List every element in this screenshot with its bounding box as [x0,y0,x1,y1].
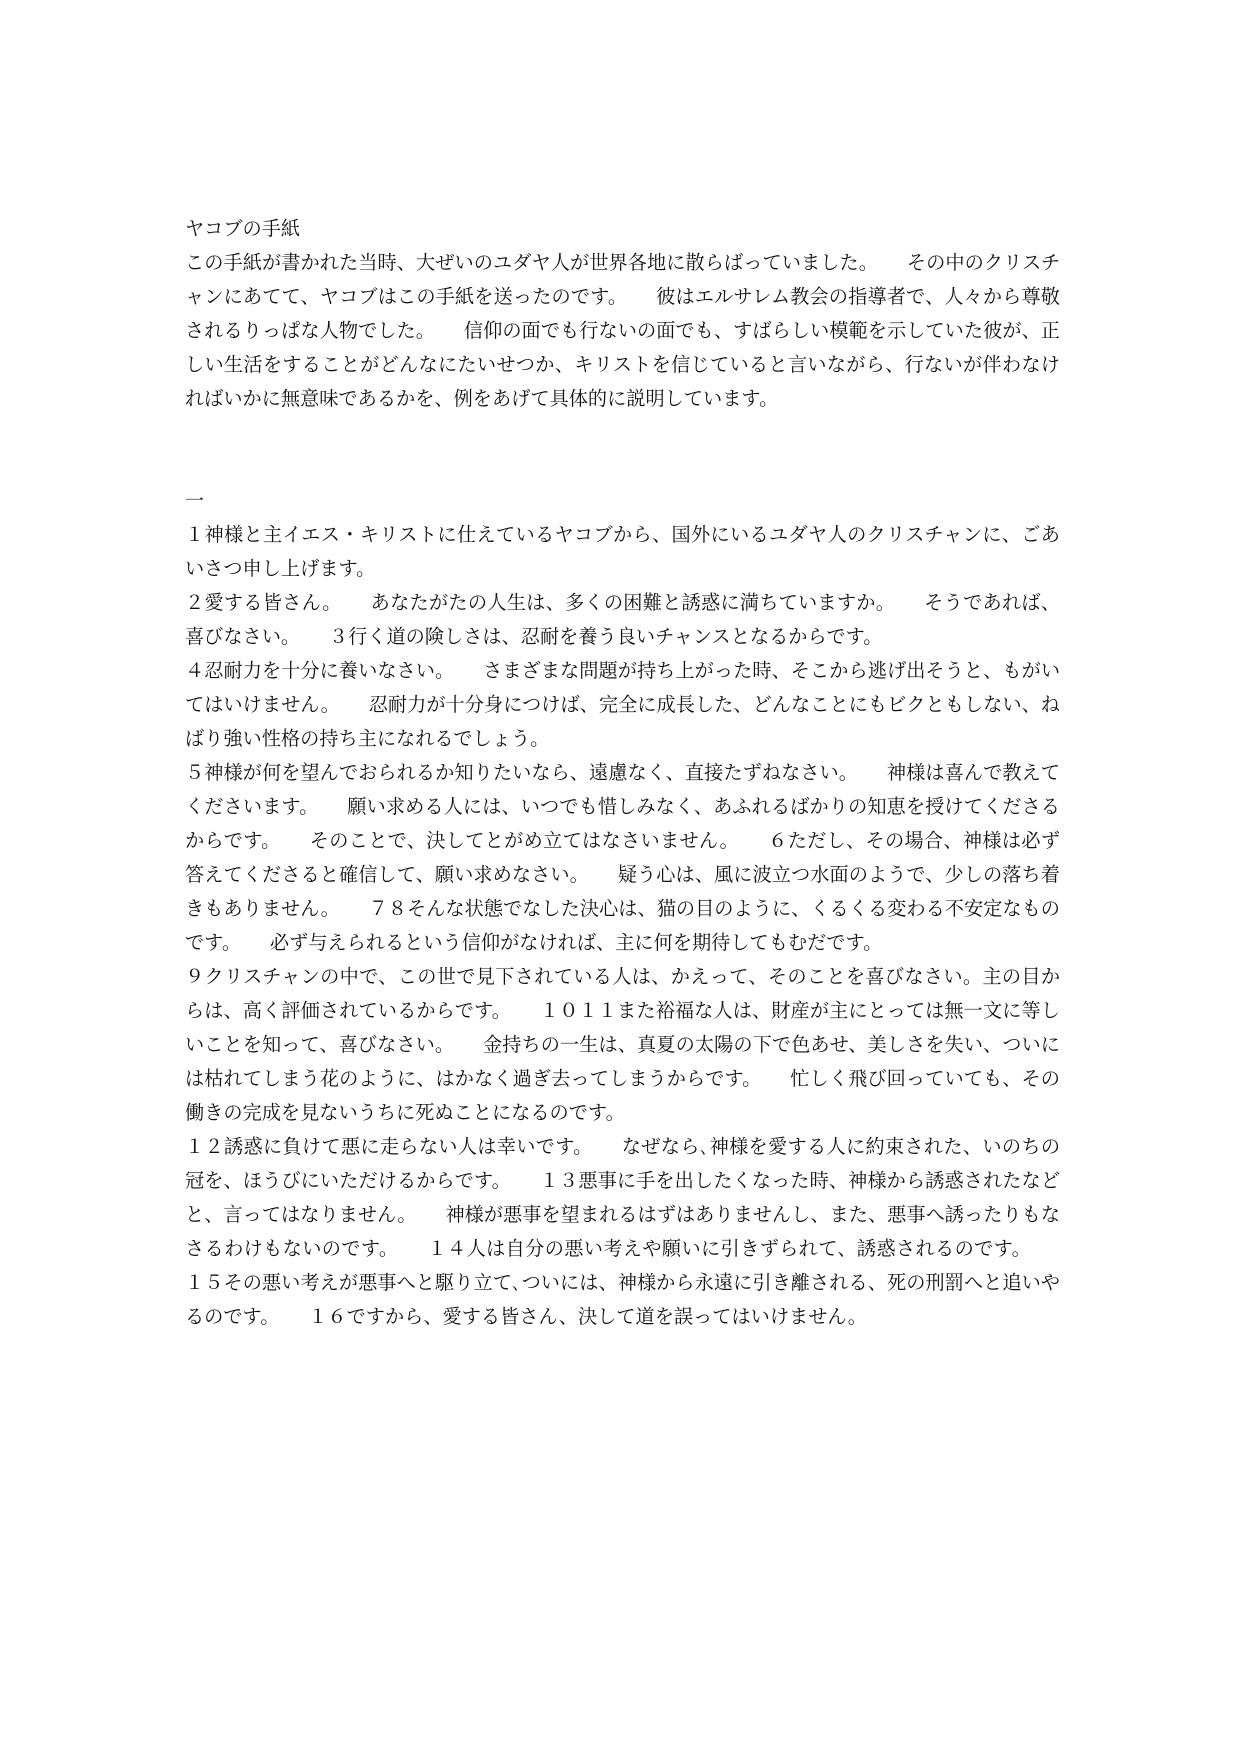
verse-text: 神様が悪事を望まれるはずはありませんし、また、悪事へ誘ったりもなさるわけもないのです。 [185,1203,1061,1260]
verse-text: １神様と主イエス・キリストに仕えているヤコブから、国外にいるユダヤ人のクリスチャンに、ごあいさつ申し上げます。 [185,523,1060,580]
intro-paragraph [185,246,1060,416]
verse-text: なぜなら､神様を愛する人に約束された、いのちの冠を、ほうびにいただけるからです。 [185,1135,1061,1192]
verse-text: ３行く道の険しさは、忍耐を養う良いチャンスとなるからです。 [328,625,883,648]
chapter-number: 一 [185,489,205,512]
verse-text: １４人は自分の悪い考えや願いに引きずられて、誘惑されるのです。 [427,1237,1032,1260]
verse-paragraph [185,654,1060,756]
verse-text: 主の目からは、高く評価されているからです。 [185,965,1061,1022]
verse-paragraph [185,756,1060,960]
verse-text: 神様は喜んで教えてくださいます。 [185,761,1060,818]
verse-text: ６ただし、その場合、神様は必ず答えてくださると確信して、願い求めなさい。 [185,829,1060,886]
verse-text: 疑う心は、風に波立つ水面のようで、少しの落ち着きもありません。 [185,863,1060,920]
verse-text: 金持ちの一生は、真夏の太陽の下で色あせ、美しさを失い、ついには枯れてしまう花のように、はかなく過ぎ去ってしまうからです。 [185,1033,1060,1090]
intro-sentence: 信仰の面でも行ないの面でも、すばらしい模範を示していた彼が、正しい生活をすることがどんなにたいせつか、キリストを信じていると言いながら、行ないが伴わなければいかに無意味であるかを、例をあげて具体的に説明しています。 [185,319,1060,410]
verse-paragraph [185,518,1060,586]
verse-text: あなたがたの人生は、多くの困難と誘惑に満ちていますか。 [370,591,896,614]
verse-text: 必ず与えられるという信仰がなければ、主に何を期待してもむだです。 [269,931,883,954]
document-title: ヤコブの手紙 [185,217,301,240]
verse-paragraph [185,586,1060,654]
verse-text: そのことで、決してとがめ立てはなさいません。 [309,829,740,852]
verse-text: 忙しく飛び回っていても、その働きの完成を見ないうちに死ぬことになるのです。 [185,1067,1060,1124]
verse-text: １５その悪い考えが悪事へと駆り立て､ついには、神様から永遠に引き離される、死の刑罰へと追いやるのです。 [185,1271,1060,1328]
intro-sentence: その中のクリスチャンにあてて、ヤコブはこの手紙を送ったのです。 [185,251,1061,308]
verse-text: さまざまな問題が持ち上がった時、そこから逃げ出そうと、もがいてはいけません。 [185,659,1061,716]
verse-text: ４忍耐力を十分に養いなさい。 [185,659,455,682]
verse-text: そうであれば、喜びなさい。 [185,591,1061,648]
verse-text: １２誘惑に負けて悪に走らない人は幸いです。 [185,1135,593,1158]
verse-text: １０１１また裕福な人は、財産が主にとっては無一文に等しいことを知って、喜びなさい。 [185,999,1060,1056]
verse-paragraph [185,960,1060,1130]
verse-paragraph [185,1130,1060,1334]
verse-text: ５神様が何を望んでおられるか知りたいなら、遠慮なく、直接たずねなさい。 [185,761,859,784]
verse-text: ９クリスチャンの中で、この世で見下されている人は、かえって、そのことを喜びなさい。 [185,965,983,988]
verse-text: 願い求める人には、いつでも惜しみなく、あふれるばかりの知恵を授けてくださるからです。 [185,795,1060,852]
verse-text: ７８そんな状態でなした決心は、猫の目のように、くるくる変わる不安定なものです。 [185,897,1060,954]
intro-sentence: この手紙が書かれた当時、大ぜいのユダヤ人が世界各地に散らばっていました。 [185,251,878,274]
verse-text: １６ですから、愛する皆さん、決して道を誤ってはいけません。 [308,1305,867,1328]
document-page [185,212,1060,1334]
verse-text: １３悪事に手を出したくなった時、神様から誘惑されたなどと、言ってはなりません。 [185,1169,1061,1226]
verse-text: ２愛する皆さん。 [185,591,342,614]
verse-text: 忍耐力が十分身につけば、完全に成長した、どんなことにもビクともしない、ねばり強い性格の持ち主になれるでしょう。 [185,693,1060,750]
intro-sentence: 彼はエルサレム教会の指導者で、人々から尊敬されるりっぱな人物でした。 [185,285,1060,342]
